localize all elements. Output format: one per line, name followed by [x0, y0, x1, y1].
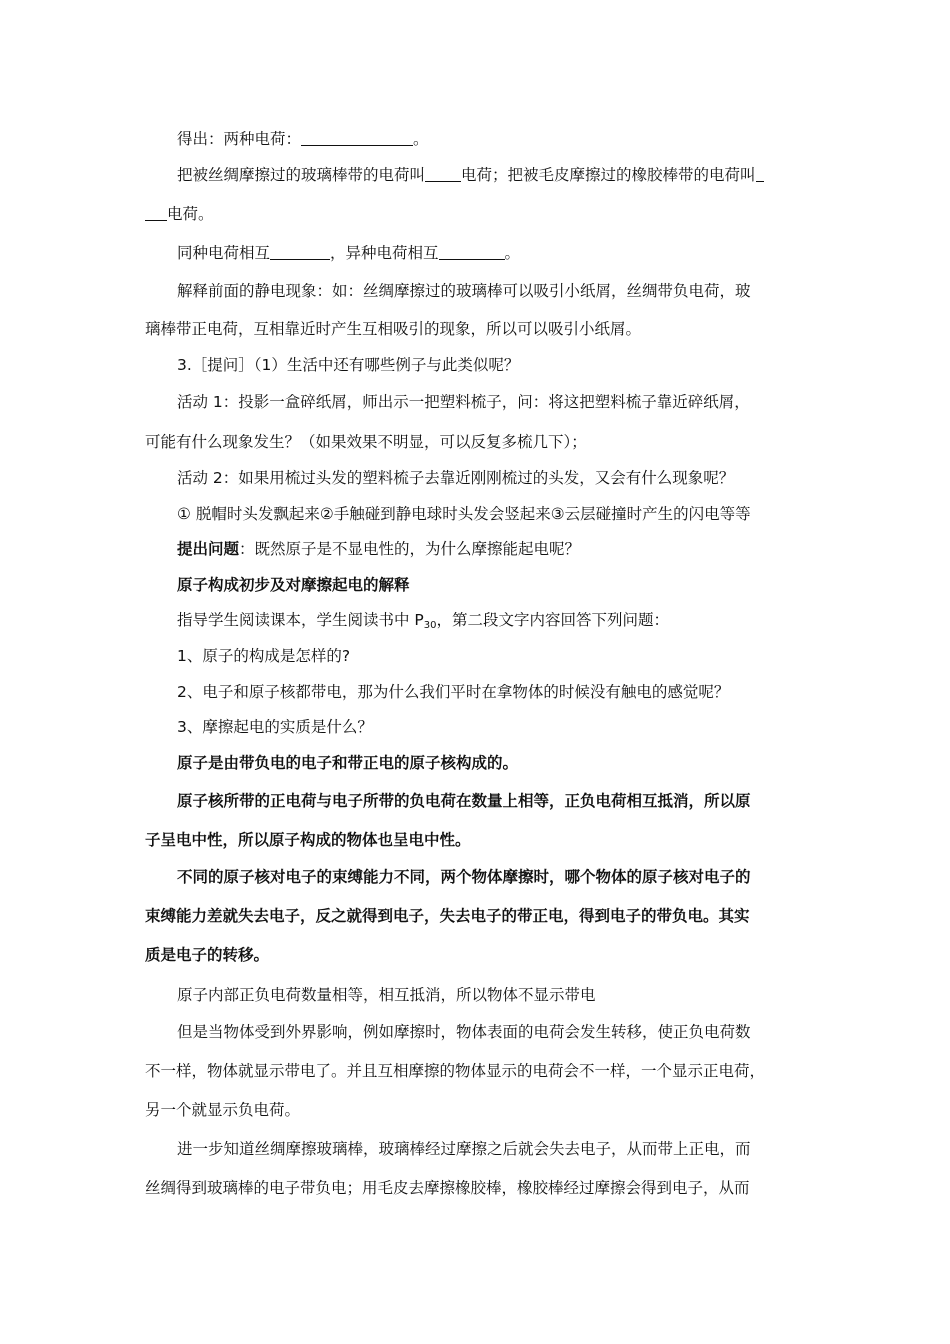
fill-blank [439, 243, 505, 260]
text-line: 进一步知道丝绸摩擦玻璃棒，玻璃棒经过摩擦之后就会失去电子，从而带上正电，而 [177, 1140, 751, 1158]
question-item: 1、原子的构成是怎样的? [177, 647, 351, 665]
fill-blank [756, 165, 764, 182]
question-item: 2、电子和原子核都带电，那为什么我们平时在拿物体的时候没有触电的感觉呢？ [177, 683, 730, 701]
question-item: 3、摩擦起电的实质是什么？ [177, 718, 373, 736]
text-line: 璃棒带正电荷，互相靠近时产生互相吸引的现象，所以可以吸引小纸屑。 [145, 320, 642, 338]
fill-blank [301, 129, 413, 146]
text-line: 另一个就显示负电荷。 [145, 1101, 301, 1119]
bold-line: 原子核所带的正电荷与电子所带的负电荷在数量上相等，正负电荷相互抵消，所以原 [177, 792, 751, 810]
fill-blank [425, 165, 461, 182]
text-line: 不一样，物体就显示带电了。并且互相摩擦的物体显示的电荷会不一样，一个显示正电荷， [145, 1062, 766, 1080]
bold-line: 子呈电中性，所以原子构成的物体也呈电中性。 [145, 831, 471, 849]
text-line: 把被丝绸摩擦过的玻璃棒带的电荷叫 电荷；把被毛皮摩擦过的橡胶棒带的电荷叫 [177, 164, 847, 186]
text-line: 3.［提问］（1）生活中还有哪些例子与此类似呢？ [177, 356, 520, 374]
bold-label: 提出问题 [177, 540, 240, 558]
text-line: 活动 1：投影一盒碎纸屑，师出示一把塑料梳子，问：将这把塑料梳子靠近碎纸屑， [177, 393, 750, 411]
fill-blank [145, 204, 167, 221]
text-line: 同种电荷相互 ，异种电荷相互 。 [177, 244, 521, 262]
text-line: 丝绸得到玻璃棒的电子带负电；用毛皮去摩擦橡胶棒，橡胶棒经过摩擦会得到电子，从而 [145, 1179, 750, 1197]
bold-line: 原子是由带负电的电子和带正电的原子核构成的。 [177, 754, 519, 772]
bold-line: 束缚能力差就失去电子，反之就得到电子，失去电子的带正电，得到电子的带负电。其实 [145, 907, 750, 925]
text-line: 可能有什么现象发生？（如果效果不明显，可以反复多梳几下）； [145, 433, 587, 451]
fill-blank [270, 243, 330, 260]
text-line: 但是当物体受到外界影响，例如摩擦时，物体表面的电荷会发生转移，使正负电荷数 [177, 1023, 751, 1041]
text-line: 电荷。 [145, 203, 815, 225]
text-line: 提出问题：既然原子是不显电性的，为什么摩擦能起电呢？ [177, 540, 581, 558]
text-line: 原子内部正负电荷数量相等，相互抵消，所以物体不显示带电 [177, 986, 596, 1004]
section-heading: 原子构成初步及对摩擦起电的解释 [177, 576, 410, 594]
text-line: 指导学生阅读课本，学生阅读书中 $P_{30}$，第二段文字内容回答下列问题： [177, 611, 670, 631]
bold-line: 不同的原子核对电子的束缚能力不同，两个物体摩擦时，哪个物体的原子核对电子的 [177, 868, 751, 886]
text-line: 得出：两种电荷： 。 [177, 130, 429, 148]
text-line: ① 脱帽时头发飘起来②手触碰到静电球时头发会竖起来③云层碰撞时产生的闪电等等 [177, 505, 751, 523]
text-line: 解释前面的静电现象：如：丝绸摩擦过的玻璃棒可以吸引小纸屑，丝绸带负电荷，玻 [177, 282, 751, 300]
text-line: 活动 2：如果用梳过头发的塑料梳子去靠近刚刚梳过的头发，又会有什么现象呢？ [177, 469, 735, 487]
bold-line: 质是电子的转移。 [145, 946, 270, 964]
